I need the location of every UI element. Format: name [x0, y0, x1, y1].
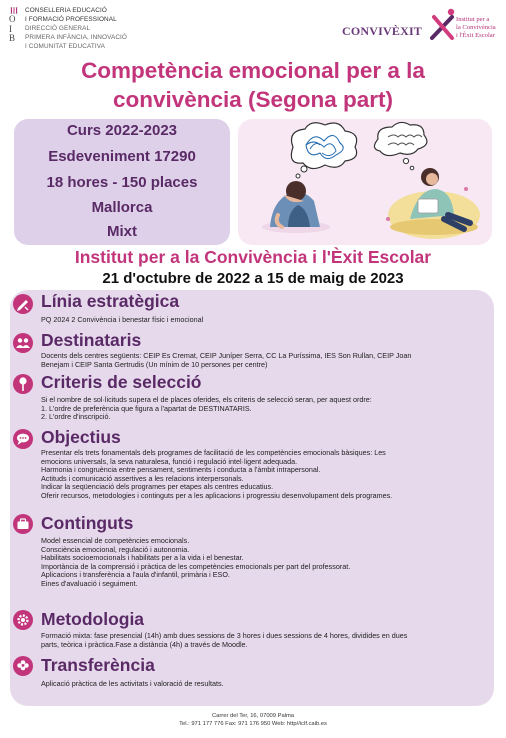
emotions-illustration	[238, 119, 492, 245]
body-line: Eines d'avaluació i seguiment.	[41, 578, 138, 588]
section-body	[41, 316, 491, 325]
body-line: Docents dels centres següents: CEIP Es Cremat, CEIP Juníper Serra, CC La Puríssima, IES Son Rullan, CEIP Joan	[41, 351, 412, 360]
gear-icon	[13, 610, 33, 630]
convivexit-subtitle	[456, 16, 496, 40]
convivexit-wordmark: CONVIVÈXIT	[342, 24, 423, 38]
footer-address: Carrer del Ter, 16, 07009 Palma	[211, 713, 295, 719]
course-year: Curs 2022-2023	[66, 122, 178, 139]
body-line: parts, teòrica i pràctica.Fase a distància (4h) a través de Moodle.	[41, 639, 248, 649]
section-heading: Destinataris	[41, 330, 142, 350]
body-line: Aplicació pràctica de les activitats i valoració de resultats.	[41, 679, 224, 688]
gov-acronym	[9, 15, 19, 44]
section-body	[41, 632, 491, 649]
section-heading: Objectius	[41, 427, 121, 447]
body-line: Model essencial de competències emocionals.	[41, 536, 190, 545]
gov-line: I COMUNITAT EDUCATIVA	[25, 43, 105, 50]
conv-sub-line: Institut per a	[456, 16, 490, 23]
course-dates: 21 d'octubre de 2022 a 15 de maig de 2023	[102, 270, 404, 287]
section-body	[41, 537, 491, 589]
footer	[0, 712, 506, 728]
hours-places: 18 hores - 150 places	[46, 174, 198, 191]
gov-line: DIRECCIÓ GENERAL	[25, 25, 91, 32]
speech-bubble-icon	[13, 429, 33, 449]
gov-line: I FORMACIÓ PROFESSIONAL	[25, 16, 117, 23]
body-line: Oferir recursos, metodologies i continguts per a les aplicacions i progressiu desenvolupament dels programes.	[41, 490, 393, 500]
body-line: Formació mixta: fase presencial (14h) amb dues sessions de 3 hores i dues sessions de 4 hores, dividides en dues	[41, 631, 408, 640]
body-line: Si el nombre de sol·licituds supera el de places oferides, els criteris de selecció seran, per aquest ordre:	[41, 395, 372, 404]
briefcase-icon	[13, 514, 33, 534]
body-line: PQ 2024 2 Convivència i benestar físic i emocional	[41, 315, 204, 324]
island: Mallorca	[91, 199, 153, 216]
people-icon	[13, 333, 33, 353]
conv-sub-line: la Convivència	[456, 24, 496, 31]
x-figure-icon	[430, 8, 456, 42]
body-line: Consciència emocional, regulació i autonomia.	[41, 544, 190, 554]
conv-sub-line: i l'Èxit Escolar	[456, 32, 495, 39]
section-heading: Continguts	[41, 513, 134, 533]
gov-letter: O	[9, 14, 16, 24]
gov-line: PRIMERA INFÀNCIA, INNOVACIÓ	[25, 34, 128, 41]
body-line: emocions universals, la seva naturalesa, funció i regulació intel·ligent adequada.	[41, 456, 298, 466]
illustration	[238, 119, 492, 245]
flag-icon	[10, 7, 18, 14]
body-line: Importància de la comprensió i pràctica de les competències emocionals per part del professorat.	[41, 561, 351, 571]
title-line-1: Competència emocional per a la	[81, 58, 425, 83]
section-heading: Metodologia	[41, 609, 145, 629]
pushpin-icon	[13, 374, 33, 394]
institute-name: Institut per a la Convivència i l'Èxit Escolar	[74, 247, 432, 267]
section-heading: Criteris de selecció	[41, 372, 202, 392]
modality: Mixt	[107, 223, 137, 240]
gov-letter: I	[9, 23, 12, 34]
section-heading: Transferència	[41, 655, 155, 675]
gov-line: CONSELLERIA EDUCACIÓ	[25, 7, 107, 14]
body-line: Aplicacions i transferència a l'aula d'infantil, primària i ESO.	[41, 570, 230, 580]
gov-department	[25, 6, 127, 51]
body-line: Presentar els trets fonamentals dels programes de facilitació de les competències emocionals bàsiques: Les	[41, 448, 386, 457]
section-body	[41, 396, 491, 422]
body-line: 1. L'ordre de preferència que figura a l'apartat de DESTINATARIS.	[41, 403, 252, 413]
course-info-box	[14, 119, 230, 245]
pencil-ruler-icon	[13, 294, 33, 314]
page-title	[0, 56, 506, 114]
body-line: Indicar la seqüenciació dels programes per etapes als centres educatius.	[41, 482, 274, 492]
convivexit-logo	[342, 6, 502, 46]
flower-icon	[13, 656, 33, 676]
section-body	[41, 449, 491, 501]
body-line: 2. L'ordre d'inscripció.	[41, 412, 111, 422]
body-line: Benejam i CEIP Santa Gertrudis (Un mínim de 10 persones per centre)	[41, 359, 268, 369]
govern-logo	[9, 6, 159, 50]
event-number: Esdeveniment 17290	[48, 148, 196, 165]
section-body	[41, 352, 491, 369]
section-body	[41, 680, 491, 689]
body-line: Harmonia i congruència entre pensament, sentiments i conducta a l'àmbit intrapersonal.	[41, 465, 321, 475]
gov-letter: B	[9, 33, 16, 43]
body-line: Habilitats socioemocionals i habilitats per a la vida i el benestar.	[41, 553, 244, 563]
title-line-2: convivència (Segona part)	[112, 87, 394, 112]
body-line: Actituds i comunicació assertives a les relacions interpersonals.	[41, 473, 244, 483]
footer-contact: Tel.: 971 177 776 Fax: 971 176 950 Web: http//iclf.caib.es	[179, 721, 327, 727]
section-heading: Línia estratègica	[41, 291, 180, 311]
